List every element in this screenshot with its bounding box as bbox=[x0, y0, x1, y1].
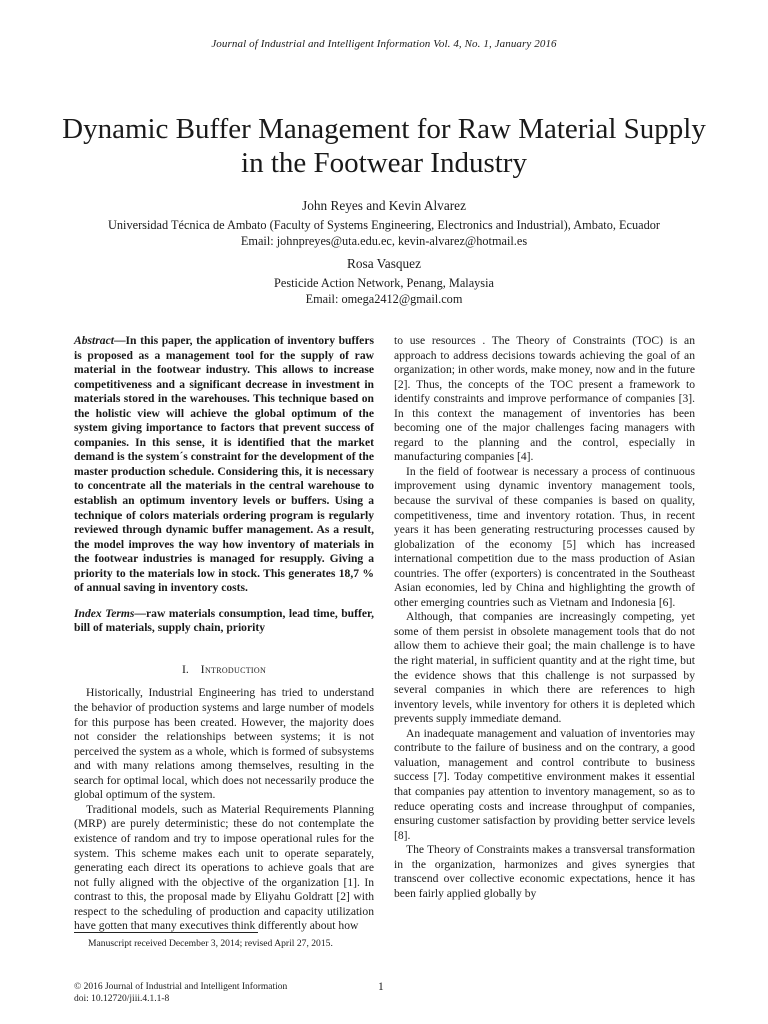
author-names: Rosa Vasquez bbox=[347, 256, 421, 271]
abstract-text: —In this paper, the application of inventory buffers is proposed as a management tool for the supply of raw material in the footwear industry. This allows to increase competitiveness and a significant decrease in investment in materials stored in the warehouses. This technique based on the holistic view will achieve the global optimum of the system giving importance to factors that prevent success of companies. In this sense, it is identified that the market demand is the system´s constraint for the development of the master production schedule. Considering this, it is necessary to concentrate all the materials in the central warehouse to establish an optimum inventory levels or buffers. Using a technique of colors materials ordering program is regularly reviewed through dynamic buffer management. As a result, the model improves the way how inventory of materials in the footwear industries is managed for resupply. Giving a priority to the materials low in stock. This generates 18,7 % of annual saving in inventory costs. bbox=[74, 334, 374, 595]
section-heading bbox=[74, 662, 374, 677]
author-affiliation: Pesticide Action Network, Penang, Malaysia bbox=[274, 276, 494, 290]
author-block-1 bbox=[40, 198, 728, 249]
abstract bbox=[74, 334, 374, 596]
index-terms bbox=[74, 607, 374, 636]
footnote: Manuscript received December 3, 2014; revised April 27, 2015. bbox=[88, 938, 333, 949]
right-column bbox=[394, 334, 695, 901]
page-number: 1 bbox=[378, 981, 384, 993]
index-terms-label: Index Terms bbox=[74, 606, 135, 620]
author-block-2 bbox=[40, 256, 728, 307]
body-paragraph: The Theory of Constraints makes a transversal transformation in the organization, harmonizes and gives synergies that transcend over collective economic expectations, hence it has been fairly applied globally by bbox=[394, 843, 695, 900]
body-paragraph: Traditional models, such as Material Requirements Planning (MRP) are purely deterministic; these do not contemplate the existence of random and try to impose operational rules for the system. This scheme makes each unit to operate separately, generating each direct its operations to achieve goals that are not fully aligned with the objective of the organization [1]. In contrast to this, the proposal made by Eliyahu Goldratt [2] with respect to the scheduling of production and capacity utilization have gotten that many executives think differently about how bbox=[74, 802, 374, 933]
left-column bbox=[74, 334, 374, 934]
body-paragraph: to use resources . The Theory of Constraints (TOC) is an approach to address decisions towards achieving the goal of an organization; in other words, make money, now and in the future [2]. Thus, the concepts of the TOC present a framework to identify constraints and improve performance of companies [3]. In this context the management of inventories has been becoming one of the major challenges facing managers with regard to the planning and the control, especially in manufacturing companies [4]. bbox=[394, 334, 695, 464]
author-email: Email: johnpreyes@uta.edu.ec, kevin-alvarez@hotmail.es bbox=[240, 234, 528, 248]
footnote-divider bbox=[74, 932, 258, 933]
author-email: Email: omega2412@gmail.com bbox=[305, 292, 463, 306]
author-affiliation: Universidad Técnica de Ambato (Faculty of Systems Engineering, Electronics and Industrial), Ambato, Ecuador bbox=[108, 218, 660, 232]
section-title: Introduction bbox=[200, 661, 267, 676]
body-paragraph: Historically, Industrial Engineering has tried to understand the behavior of production systems and large number of models for this purpose has been created. However, the majority does not consider the relationships between systems; it is not perceived the system as a whole, which is formed of subsystems and with many relations among themselves, resulting in the search for optimal local, which does not necessarily produce the global optimum of the system. bbox=[74, 686, 374, 802]
doi: doi: 10.12720/jiii.4.1.1-8 bbox=[74, 994, 170, 1004]
body-paragraph: Although, that companies are increasingly competing, yet some of them persist in obsolete management tools that do not allow them to achieve their goal; the main challenge is to have the right material, in sufficient quantity and at the right time, but the evidence shows that this challenge is not surpassed by several companies in which there are references to high inventory levels, while inventory for others it is depleted which prevents supply immediate demand. bbox=[394, 610, 695, 726]
author-names: John Reyes and Kevin Alvarez bbox=[302, 198, 466, 213]
page-footer bbox=[74, 981, 287, 1005]
copyright-notice: © 2016 Journal of Industrial and Intelligent Information bbox=[74, 982, 288, 992]
section-number: I. bbox=[181, 661, 189, 676]
journal-header: Journal of Industrial and Intelligent Information Vol. 4, No. 1, January 2016 bbox=[211, 38, 557, 50]
body-paragraph: An inadequate management and valuation of inventories may contribute to the failure of business and on the contrary, a good valuation, management and control contribute to business success [7]. Today competitive environment makes it essential that companies pay attention to inventory management, so as to reduce operating costs and increase throughput of companies, ensuring customer satisfaction by providing better service levels [8]. bbox=[394, 726, 695, 842]
paper-title: Dynamic Buffer Management for Raw Material Supply in the Footwear Industry bbox=[62, 113, 706, 179]
index-terms-text: —raw materials consumption, lead time, buffer, bill of materials, supply chain, priority bbox=[74, 606, 374, 635]
body-paragraph: In the field of footwear is necessary a process of continuous improvement using dynamic inventory management tools, because the survival of these companies is based on quality, competitiveness, time and inventory rotation. Thus, in recent years it has been generating restructuring processes caused by globalization of the economy [5] which has increased international competition due to the mass production of Asian countries. The offer (exporters) is concentrated in the Southeast Asian economies, led by China and highlighting the growth of other emerging countries such as Vietnam and Indonesia [6]. bbox=[394, 464, 695, 609]
abstract-label: Abstract bbox=[74, 334, 114, 347]
